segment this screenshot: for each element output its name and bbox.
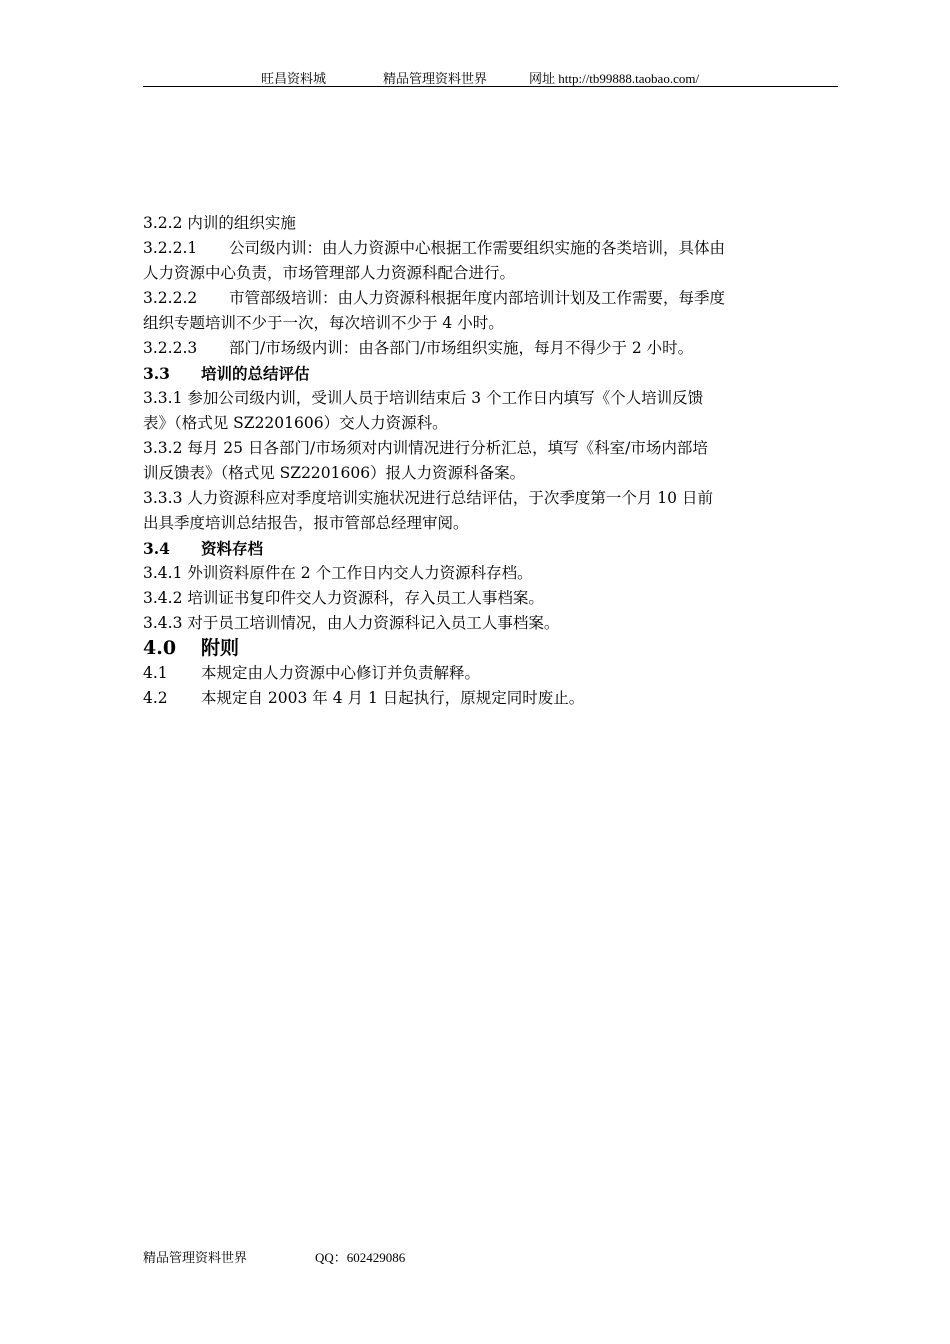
clause-3-2-2-2 [143,286,843,311]
footer-qq: QQ：602429086 [315,1250,406,1265]
line-text: 3.4.2 培训证书复印件交人力资源科，存入员工人事档案。 [143,589,544,607]
section-heading-3-4 [143,536,843,561]
clause-4-1 [143,661,843,686]
header-url: 网址 http://tb99888.taobao.com/ [529,71,700,86]
section-title: 附则 [201,637,240,659]
clause-3-2-2-2-cont [143,311,843,336]
clause-3-3-1 [143,386,843,411]
clause-3-3-2 [143,436,843,461]
clause-3-4-2 [143,586,843,611]
clause-3-3-1-cont [143,411,843,436]
clause-3-2-2-3 [143,336,843,361]
clause-3-3-3-cont [143,511,843,536]
section-number: 3.4 [143,539,170,558]
clause-4-2 [143,686,843,711]
clause-3-3-2-cont [143,461,843,486]
section-title: 资料存档 [201,539,264,558]
clause-number: 3.2.2.1 [143,239,198,257]
clause-text: 市管部级培训：由人力资源科根据年度内部培训计划及工作需要，每季度 [229,289,726,307]
document-body [143,211,843,711]
section-heading-3-3 [143,361,843,386]
clause-3-2-2-1-cont [143,261,843,286]
clause-number: 3.2.2.2 [143,289,198,307]
header-site-name: 旺昌资料城 [261,71,327,86]
section-heading-4-0 [143,636,843,661]
clause-text: 本规定自 2003 年 4 月 1 日起执行，原规定同时废止。 [201,689,585,707]
clause-number: 4.2 [143,689,168,707]
section-number: 3.3 [143,364,170,383]
clause-text: 本规定由人力资源中心修订并负责解释。 [201,664,481,682]
section-number: 4.0 [143,637,177,659]
line-text: 组织专题培训不少于一次，每次培训不少于 4 小时。 [143,314,504,332]
footer-name: 精品管理资料世界 [143,1250,248,1265]
clause-3-4-1 [143,561,843,586]
line-text: 3.4.3 对于员工培训情况，由人力资源科记入员工人事档案。 [143,614,560,632]
line-text: 出具季度培训总结报告，报市管部总经理审阅。 [143,514,469,532]
line-text: 训反馈表》（格式见 SZ2201606）报人力资源科备案。 [143,464,526,482]
line-text: 3.3.3 人力资源科应对季度培训实施状况进行总结评估，于次季度第一个月 10 日前 [143,489,713,507]
clause-3-2-2-1 [143,236,843,261]
clause-3-4-3 [143,611,843,636]
clause-number: 3.2.2.3 [143,339,198,357]
section-heading-3-2-2 [143,211,843,236]
clause-3-3-3 [143,486,843,511]
line-text: 表》（格式见 SZ2201606）交人力资源科。 [143,414,448,432]
line-text: 3.4.1 外训资料原件在 2 个工作日内交人力资源科存档。 [143,564,533,582]
clause-text: 部门/市场级内训：由各部门/市场组织实施，每月不得少于 2 小时。 [229,339,694,357]
line-text: 3.3.2 每月 25 日各部门/市场须对内训情况进行分析汇总，填写《科室/市场内部培 [143,439,708,457]
header-slogan: 精品管理资料世界 [383,71,488,86]
line-text: 人力资源中心负责，市场管理部人力资源科配合进行。 [143,264,516,282]
page-header [143,66,838,87]
line-text: 3.2.2 内训的组织实施 [143,214,296,232]
clause-number: 4.1 [143,664,168,682]
clause-text: 公司级内训：由人力资源中心根据工作需要组织实施的各类培训，具体由 [229,239,726,257]
section-title: 培训的总结评估 [201,364,310,383]
line-text: 3.3.1 参加公司级内训，受训人员于培训结束后 3 个工作日内填写《个人培训反馈 [143,389,704,407]
